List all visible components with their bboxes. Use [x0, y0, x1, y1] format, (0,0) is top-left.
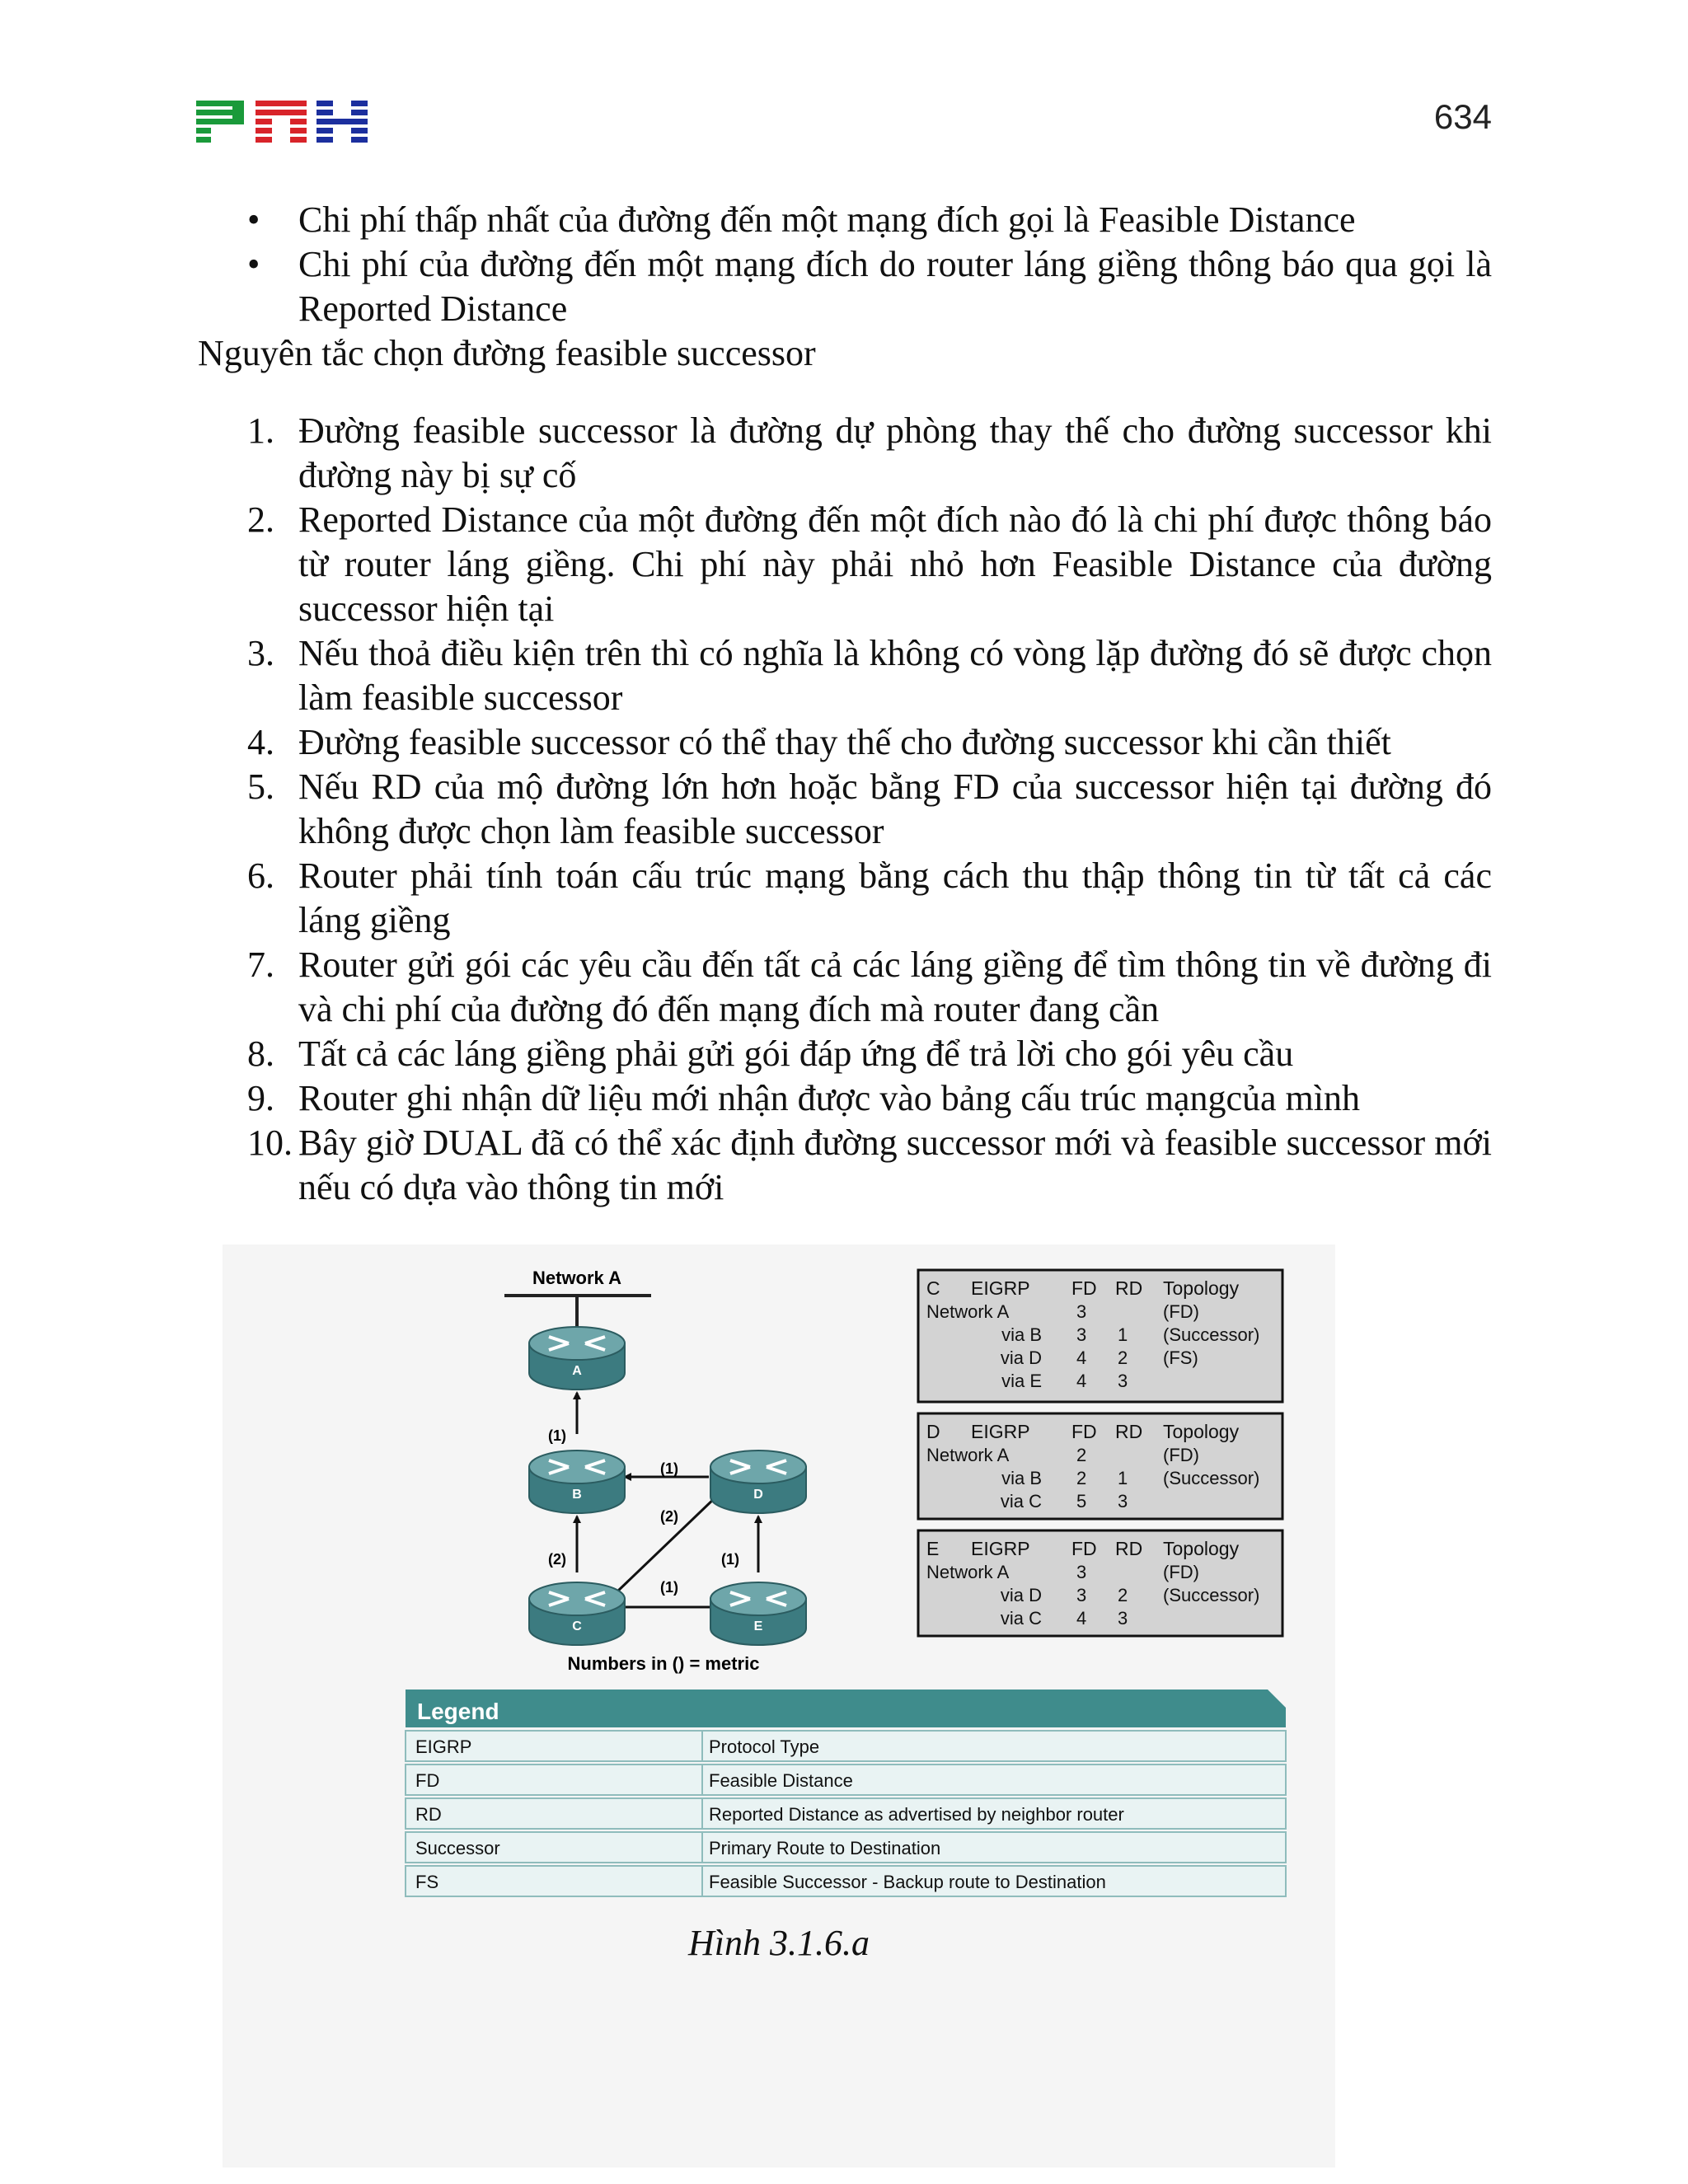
table-cell: 2	[1118, 1347, 1128, 1368]
table-cell: 2	[1076, 1468, 1087, 1488]
legend-term: EIGRP	[415, 1736, 472, 1757]
list-item	[198, 1032, 1492, 1076]
list-item-text: Nếu thoả điều kiện trên thì có nghĩa là không có vòng lặp đường đó sẽ được chọn làm feasible successor	[298, 633, 1492, 718]
rule-list	[198, 409, 1492, 1210]
table-header-cell: FD	[1071, 1277, 1097, 1299]
list-number: 9.	[247, 1078, 274, 1118]
table-cell: (Successor)	[1163, 1324, 1260, 1345]
router-label: B	[572, 1488, 582, 1502]
table-cell: via D	[1000, 1585, 1042, 1605]
metric-note: Numbers in () = metric	[567, 1653, 760, 1674]
metric-label: (2)	[548, 1551, 566, 1568]
list-item	[198, 198, 1492, 242]
list-item-text: Bây giờ DUAL đã có thể xác định đường successor mới và feasible successor mới nếu có dựa vào thông tin mới	[298, 1122, 1492, 1207]
legend-definition: Feasible Distance	[709, 1770, 853, 1791]
legend-row	[406, 1866, 1286, 1896]
figure-eigrp-topology	[223, 1244, 1335, 2168]
table-cell: 3	[1118, 1491, 1128, 1511]
table-header-cell: E	[926, 1538, 940, 1559]
table-header-cell: RD	[1115, 1421, 1143, 1442]
metric-label: (2)	[660, 1508, 678, 1525]
figure-caption: Hình 3.1.6.a	[688, 1923, 870, 1963]
topology-table	[918, 1413, 1282, 1519]
router-icon	[529, 1451, 625, 1513]
table-cell: 1	[1118, 1468, 1128, 1488]
list-item	[198, 1121, 1492, 1210]
table-cell: Network A	[926, 1445, 1010, 1465]
metric-label: (1)	[660, 1460, 678, 1477]
table-cell: (FD)	[1163, 1445, 1199, 1465]
topology-table	[918, 1530, 1282, 1636]
list-number: 4.	[247, 722, 274, 762]
bullet-icon: •	[247, 244, 260, 284]
table-cell: 1	[1118, 1324, 1128, 1345]
table-cell: 3	[1118, 1371, 1128, 1391]
page-number: 634	[1433, 97, 1492, 136]
router-label: D	[753, 1488, 763, 1502]
legend-term: FS	[415, 1872, 439, 1892]
list-item	[198, 943, 1492, 1032]
legend-row	[406, 1832, 1286, 1863]
router-icon	[710, 1582, 806, 1645]
table-header-cell: Topology	[1163, 1538, 1240, 1559]
list-item-text: Chi phí của đường đến một mạng đích do router láng giềng thông báo qua gọi là Reported Distance	[298, 244, 1492, 329]
legend-table	[406, 1690, 1286, 1896]
table-cell: 4	[1076, 1608, 1087, 1629]
router-label: E	[753, 1619, 763, 1633]
router-label: C	[572, 1619, 582, 1633]
list-item	[198, 765, 1492, 854]
table-cell: 3	[1076, 1562, 1087, 1582]
table-cell: via E	[1001, 1371, 1042, 1391]
legend-definition: Protocol Type	[709, 1736, 820, 1757]
router-icon	[529, 1327, 625, 1390]
list-number: 10.	[247, 1122, 293, 1163]
list-number: 2.	[247, 499, 274, 540]
table-cell: via C	[1000, 1608, 1042, 1629]
body-text	[198, 198, 1492, 1210]
table-header-cell: Topology	[1163, 1421, 1240, 1442]
table-cell: (FS)	[1163, 1347, 1198, 1368]
table-header-cell: EIGRP	[971, 1421, 1030, 1442]
logo-letter-n	[256, 101, 307, 143]
table-cell: 3	[1118, 1608, 1128, 1629]
table-cell: 4	[1076, 1371, 1087, 1391]
table-header-cell: D	[926, 1421, 940, 1442]
router-icon	[710, 1451, 806, 1513]
list-item	[198, 409, 1492, 498]
definition-list	[198, 198, 1492, 331]
list-item-text: Reported Distance của một đường đến một đích nào đó là chi phí được thông báo từ router láng giềng. Chi phí này phải nhỏ hơn Feasible Distance của đường successor hiện tại	[298, 499, 1492, 629]
table-cell: 2	[1118, 1585, 1128, 1605]
table-cell: 3	[1076, 1324, 1087, 1345]
table-cell: via C	[1000, 1491, 1042, 1511]
table-header-cell: EIGRP	[971, 1538, 1030, 1559]
table-cell: (FD)	[1163, 1301, 1199, 1322]
bullet-icon: •	[247, 199, 260, 240]
list-number: 1.	[247, 410, 274, 451]
table-cell: 3	[1076, 1301, 1087, 1322]
legend-row	[406, 1731, 1286, 1761]
metric-label: (1)	[548, 1427, 566, 1444]
list-item	[198, 498, 1492, 631]
topology-tables	[918, 1270, 1282, 1636]
list-number: 6.	[247, 855, 274, 896]
logo-letter-p	[196, 101, 244, 143]
metric-label: (1)	[721, 1551, 739, 1568]
list-item-text: Tất cả các láng giềng phải gửi gói đáp ứng để trả lời cho gói yêu cầu	[298, 1033, 1294, 1074]
pnh-logo	[196, 101, 369, 147]
table-cell: via B	[1001, 1468, 1042, 1488]
table-cell: 3	[1076, 1585, 1087, 1605]
metric-label: (1)	[660, 1579, 678, 1596]
list-item-text: Router ghi nhận dữ liệu mới nhận được vào bảng cấu trúc mạngcủa mình	[298, 1078, 1361, 1118]
figure-svg	[223, 1244, 1335, 1920]
legend-row	[406, 1798, 1286, 1829]
legend-row	[406, 1765, 1286, 1795]
legend-title: Legend	[417, 1699, 499, 1724]
table-cell: via B	[1001, 1324, 1042, 1345]
list-item-text: Router phải tính toán cấu trúc mạng bằng cách thu thập thông tin từ tất cả các láng giềng	[298, 855, 1492, 940]
list-number: 8.	[247, 1033, 274, 1074]
table-cell: 4	[1076, 1347, 1087, 1368]
list-item	[198, 631, 1492, 720]
table-header-cell: C	[926, 1277, 940, 1299]
router-label: A	[572, 1364, 582, 1378]
network-label: Network A	[532, 1268, 621, 1288]
legend-definition: Primary Route to Destination	[709, 1838, 941, 1858]
table-header-cell: Topology	[1163, 1277, 1240, 1299]
list-item-text: Router gửi gói các yêu cầu đến tất cả các láng giềng để tìm thông tin về đường đi và chi phí của đường đó đến mạng đích mà router đang cần	[298, 944, 1492, 1029]
legend-term: RD	[415, 1804, 442, 1825]
legend-term: FD	[415, 1770, 440, 1791]
list-number: 7.	[247, 944, 274, 985]
table-cell: Network A	[926, 1301, 1010, 1322]
table-header-cell: FD	[1071, 1538, 1097, 1559]
list-item	[198, 242, 1492, 331]
table-cell: (Successor)	[1163, 1468, 1260, 1488]
table-header-cell: EIGRP	[971, 1277, 1030, 1299]
list-number: 3.	[247, 633, 274, 673]
list-item-text: Nếu RD của mộ đường lớn hơn hoặc bằng FD của successor hiện tại đường đó không được chọn làm feasible successor	[298, 766, 1492, 851]
table-cell: 2	[1076, 1445, 1087, 1465]
rule-heading: Nguyên tắc chọn đường feasible successor	[198, 333, 816, 373]
table-cell: 5	[1076, 1491, 1087, 1511]
list-item	[198, 1076, 1492, 1121]
table-header-cell: FD	[1071, 1421, 1097, 1442]
list-item	[198, 720, 1492, 765]
router-icon	[529, 1582, 625, 1645]
list-item-text: Chi phí thấp nhất của đường đến một mạng đích gọi là Feasible Distance	[298, 199, 1356, 240]
legend-definition: Feasible Successor - Backup route to Destination	[709, 1872, 1106, 1892]
list-item	[198, 854, 1492, 943]
legend-definition: Reported Distance as advertised by neighbor router	[709, 1804, 1124, 1825]
logo-letter-h	[316, 101, 368, 143]
list-number: 5.	[247, 766, 274, 807]
list-item-text: Đường feasible successor có thể thay thế cho đường successor khi cần thiết	[298, 722, 1391, 762]
table-cell: (Successor)	[1163, 1585, 1260, 1605]
table-cell: Network A	[926, 1562, 1010, 1582]
legend-term: Successor	[415, 1838, 500, 1858]
table-cell: (FD)	[1163, 1562, 1199, 1582]
topology-table	[918, 1270, 1282, 1402]
table-header-cell: RD	[1115, 1277, 1143, 1299]
list-item-text: Đường feasible successor là đường dự phòng thay thế cho đường successor khi đường này bị sự cố	[298, 410, 1492, 495]
table-cell: via D	[1000, 1347, 1042, 1368]
table-header-cell: RD	[1115, 1538, 1143, 1559]
